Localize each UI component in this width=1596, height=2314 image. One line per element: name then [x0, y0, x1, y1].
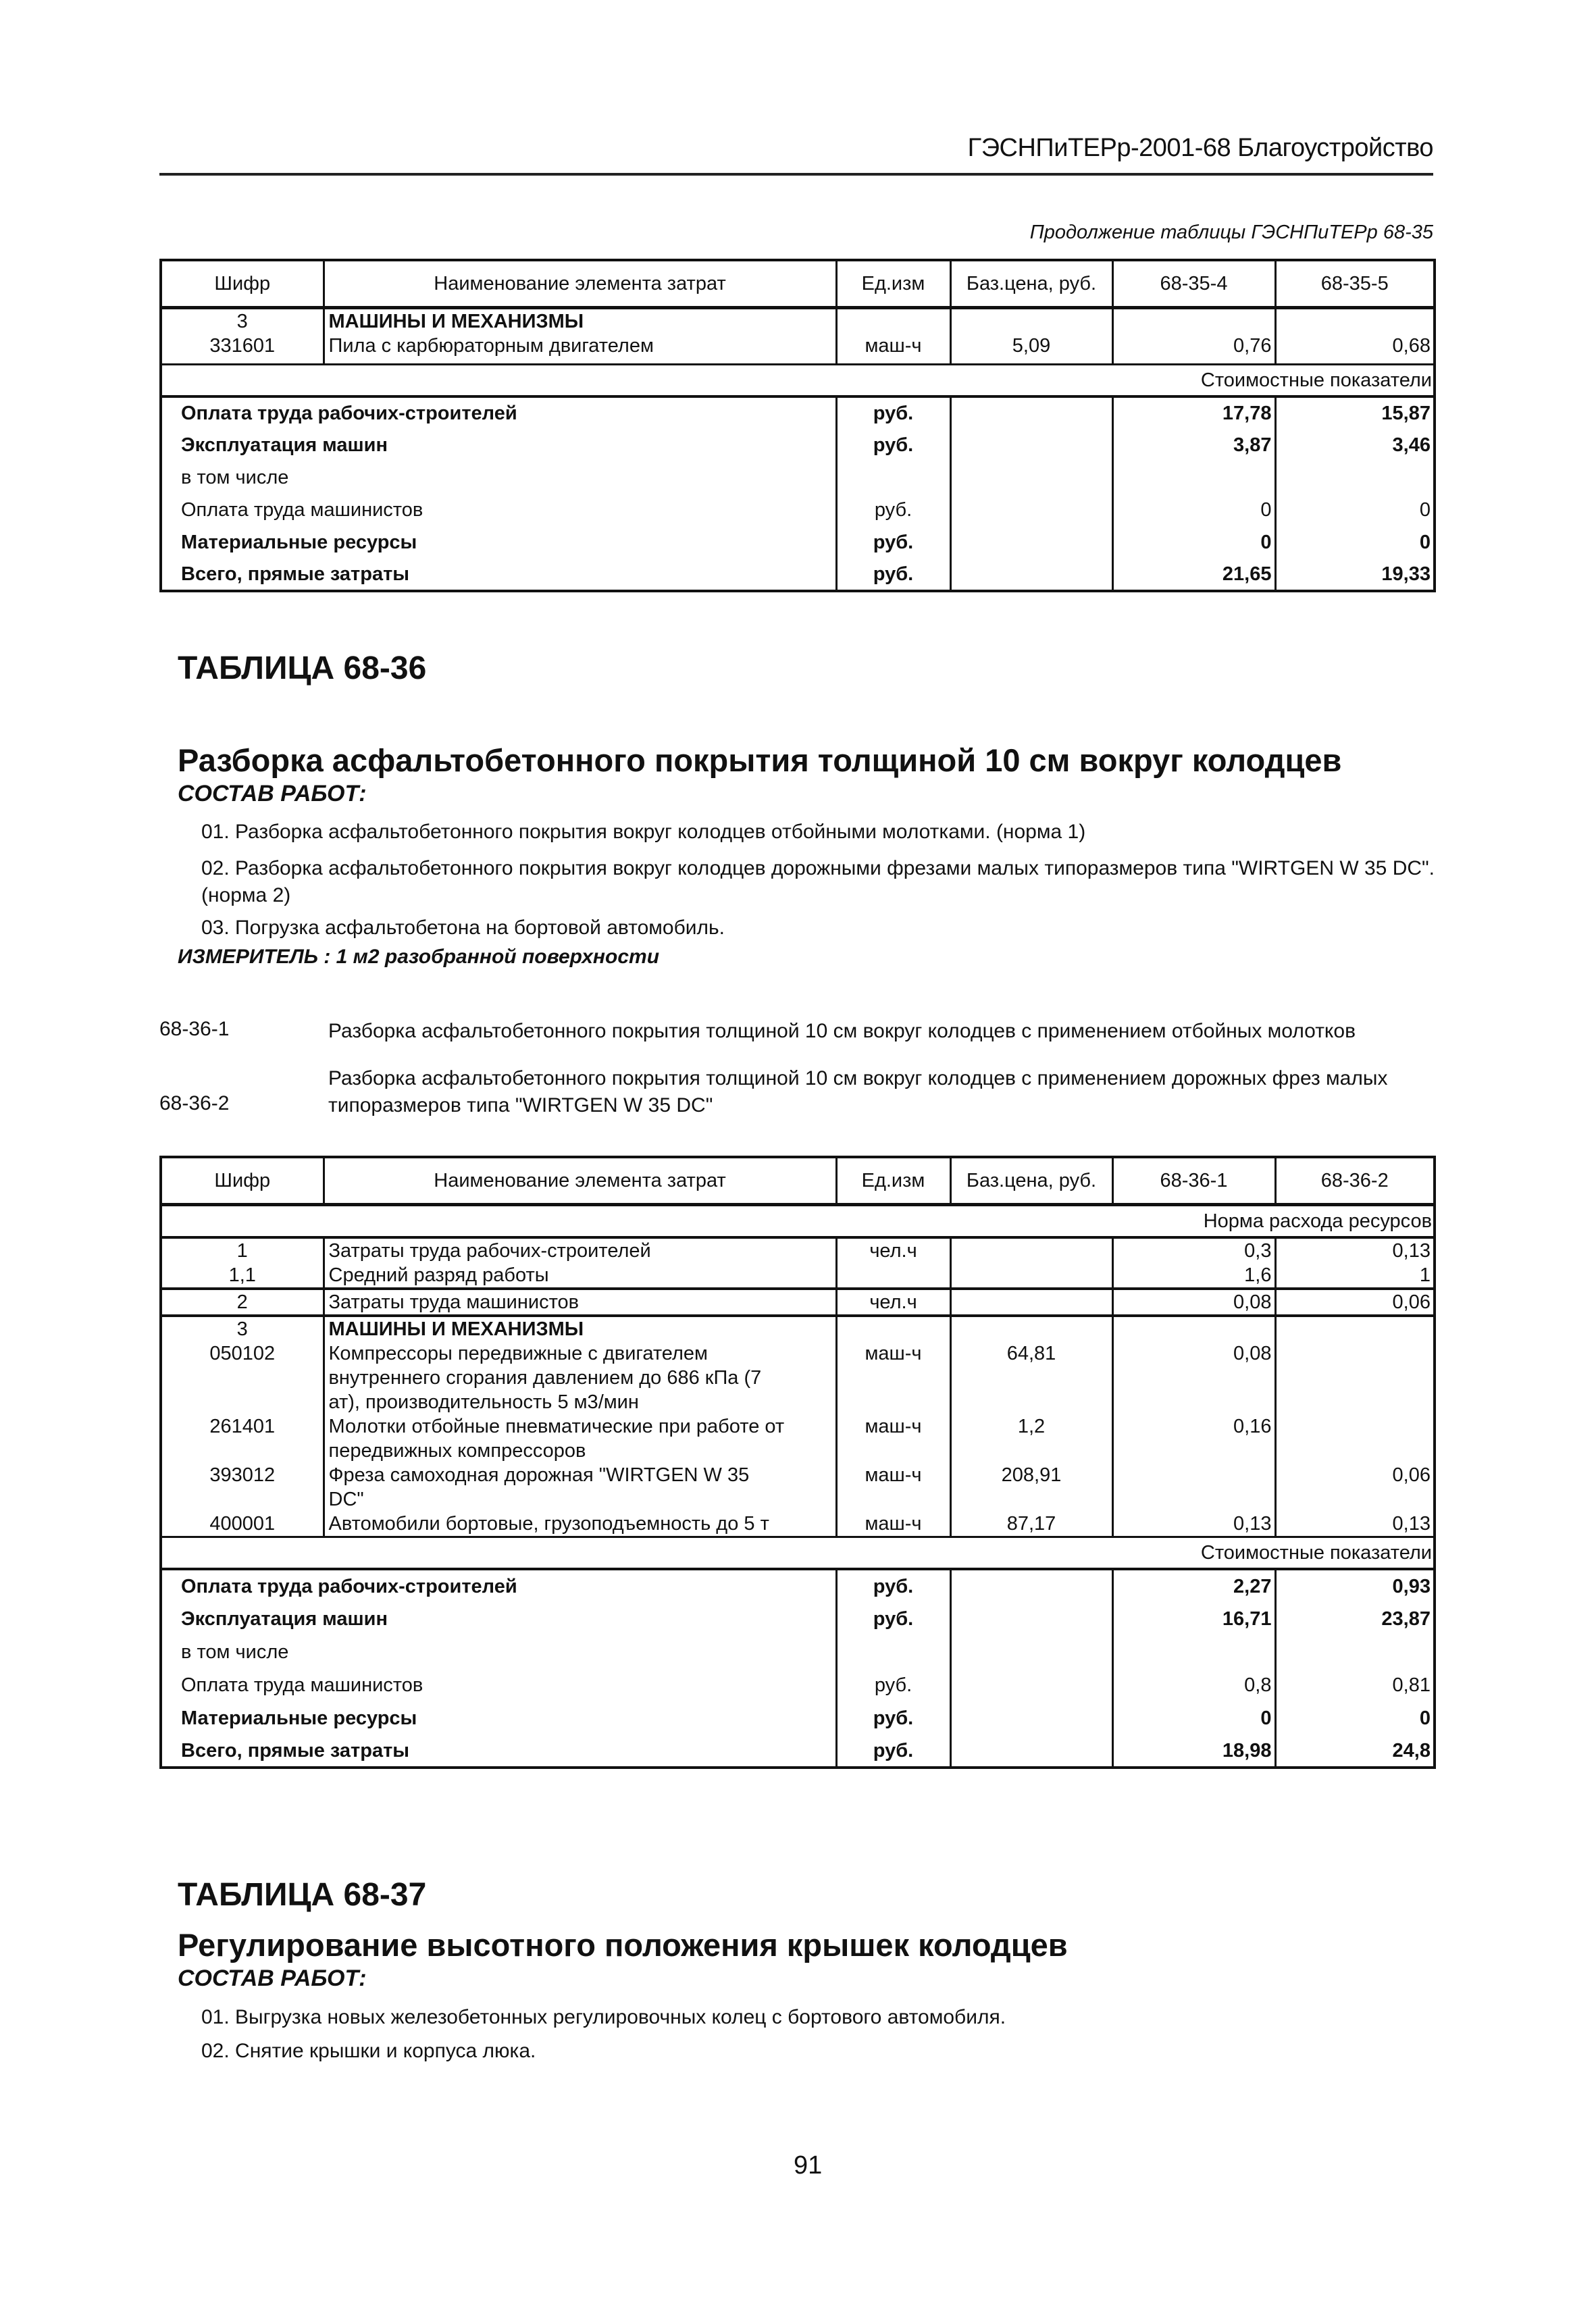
- value-col2: 0,68: [1275, 334, 1435, 365]
- column-header: Ед.изм: [836, 1157, 950, 1205]
- header-row: [161, 1157, 1435, 1205]
- column-header: Наименование элемента затрат: [324, 1157, 836, 1205]
- resource-code: 3: [161, 1316, 324, 1341]
- unit: маш-ч: [836, 1512, 950, 1537]
- cost-name: Оплата труда машинистов: [161, 494, 836, 526]
- cost-name: Всего, прямые затраты: [161, 559, 836, 591]
- cost-name: Материальные ресурсы: [161, 1701, 836, 1734]
- value-col2: 0,93: [1275, 1569, 1435, 1602]
- base-price-empty: [950, 494, 1112, 526]
- value-col2: 15,87: [1275, 396, 1435, 429]
- unit: руб.: [836, 1569, 950, 1602]
- value-col1: 18,98: [1112, 1734, 1275, 1768]
- unit: чел.ч: [836, 1237, 950, 1263]
- unit: маш-ч: [836, 334, 950, 365]
- resource-name: Пила с карбюраторным двигателем: [324, 334, 836, 365]
- header-row: [161, 260, 1435, 308]
- column-header: 68-36-2: [1275, 1157, 1435, 1205]
- unit: [836, 461, 950, 494]
- cost-name: Эксплуатация машин: [161, 429, 836, 461]
- band-row: [161, 1537, 1435, 1570]
- table-row: [161, 1512, 1435, 1537]
- resource-code: 393012: [161, 1463, 324, 1512]
- table-row: [161, 1341, 1435, 1414]
- section-heading-68-37: ТАБЛИЦА 68-37: [178, 1877, 427, 1913]
- base-price: [950, 1237, 1112, 1263]
- value-col2: 24,8: [1275, 1734, 1435, 1768]
- value-col2: [1275, 1635, 1435, 1668]
- unit: руб.: [836, 559, 950, 591]
- value-col1: 17,78: [1112, 396, 1275, 429]
- base-price-empty: [950, 1635, 1112, 1668]
- cost-row: [161, 1602, 1435, 1635]
- value-col2: [1275, 1341, 1435, 1414]
- cost-row: [161, 1734, 1435, 1768]
- norm-band-label: Норма расхода ресурсов: [161, 1205, 1435, 1238]
- value-col2: 0,81: [1275, 1668, 1435, 1701]
- cost-row: [161, 559, 1435, 591]
- cost-name: Оплата труда рабочих-строителей: [161, 396, 836, 429]
- unit: [836, 308, 950, 334]
- resource-name: Молотки отбойные пневматические при работе от передвижных компрессоров: [324, 1414, 836, 1463]
- value-col2: 23,87: [1275, 1602, 1435, 1635]
- column-header: 68-36-1: [1112, 1157, 1275, 1205]
- section-title-68-36: Разборка асфальтобетонного покрытия толщиной 10 см вокруг колодцев: [178, 742, 1342, 778]
- value-col2: 19,33: [1275, 559, 1435, 591]
- unit: [836, 1635, 950, 1668]
- resource-code: 050102: [161, 1341, 324, 1414]
- value-col2: 0: [1275, 1701, 1435, 1734]
- cost-name: Эксплуатация машин: [161, 1602, 836, 1635]
- cost-row: [161, 429, 1435, 461]
- base-price-empty: [950, 1701, 1112, 1734]
- cost-row: [161, 396, 1435, 429]
- value-col1: 0,8: [1112, 1668, 1275, 1701]
- resource-name: МАШИНЫ И МЕХАНИЗМЫ: [324, 1316, 836, 1341]
- table-row: [161, 308, 1435, 334]
- cost-row: [161, 1635, 1435, 1668]
- value-col2: [1275, 461, 1435, 494]
- base-price: 64,81: [950, 1341, 1112, 1414]
- column-header: Баз.цена, руб.: [950, 1157, 1112, 1205]
- resource-name: Компрессоры передвижные с двигателем внутреннего сгорания давлением до 686 кПа (7 ат), производительность 5 м3/мин: [324, 1341, 836, 1414]
- resource-name: Затраты труда машинистов: [324, 1289, 836, 1316]
- band-row: [161, 1205, 1435, 1238]
- composition-label: СОСТАВ РАБОТ:: [178, 1965, 367, 1991]
- value-col1: 3,87: [1112, 429, 1275, 461]
- unit: [836, 1263, 950, 1289]
- unit: руб.: [836, 1668, 950, 1701]
- base-price: 1,2: [950, 1414, 1112, 1463]
- norm-description: Разборка асфальтобетонного покрытия толщиной 10 см вокруг колодцев с применением дорожных фрез малых типоразмеров типа "WIRTGEN W 35 DC": [328, 1067, 1388, 1116]
- value-col2: 0: [1275, 526, 1435, 559]
- cost-name: Оплата труда машинистов: [161, 1668, 836, 1701]
- column-header: Шифр: [161, 1157, 324, 1205]
- column-header: Ед.изм: [836, 260, 950, 308]
- value-col2: 0,06: [1275, 1463, 1435, 1512]
- value-col1: 0,76: [1112, 334, 1275, 365]
- unit: руб.: [836, 1602, 950, 1635]
- cost-name: Всего, прямые затраты: [161, 1734, 836, 1768]
- base-price-empty: [950, 461, 1112, 494]
- value-col1: 0,13: [1112, 1512, 1275, 1537]
- value-col2: 0,13: [1275, 1237, 1435, 1263]
- running-title: ГЭСНПиТЕРр-2001-68 Благоустройство: [967, 134, 1433, 162]
- resource-code: 1: [161, 1237, 324, 1263]
- cost-name: в том числе: [161, 461, 836, 494]
- value-col1: 0,08: [1112, 1341, 1275, 1414]
- meter-label: ИЗМЕРИТЕЛЬ : 1 м2 разобранной поверхности: [178, 946, 660, 968]
- resource-name: Автомобили бортовые, грузоподъемность до 5 т: [324, 1512, 836, 1537]
- resource-name: Средний разряд работы: [324, 1263, 836, 1289]
- base-price: 87,17: [950, 1512, 1112, 1537]
- value-col2: 0: [1275, 494, 1435, 526]
- value-col1: 0: [1112, 1701, 1275, 1734]
- value-col1: [1112, 1316, 1275, 1341]
- cost-band-label: Стоимостные показатели: [161, 365, 1435, 397]
- unit: руб.: [836, 526, 950, 559]
- base-price: 5,09: [950, 334, 1112, 365]
- cost-name: Материальные ресурсы: [161, 526, 836, 559]
- column-header: Шифр: [161, 260, 324, 308]
- resource-name: МАШИНЫ И МЕХАНИЗМЫ: [324, 308, 836, 334]
- base-price: [950, 308, 1112, 334]
- value-col2: 1: [1275, 1263, 1435, 1289]
- base-price-empty: [950, 1569, 1112, 1602]
- resource-code: 400001: [161, 1512, 324, 1537]
- table-row: [161, 1316, 1435, 1341]
- value-col1: [1112, 308, 1275, 334]
- unit: руб.: [836, 494, 950, 526]
- table-68-36: [159, 1156, 1436, 1769]
- column-header: Наименование элемента затрат: [324, 260, 836, 308]
- table-row: [161, 1237, 1435, 1263]
- base-price-empty: [950, 396, 1112, 429]
- base-price-empty: [950, 429, 1112, 461]
- work-item: 02. Разборка асфальтобетонного покрытия вокруг колодцев дорожными фрезами малых типоразмеров типа "WIRTGEN W 35 DC". (норма 2): [201, 857, 1435, 906]
- table-row: [161, 1263, 1435, 1289]
- resource-code: 331601: [161, 334, 324, 365]
- value-col1: 0: [1112, 526, 1275, 559]
- unit: чел.ч: [836, 1289, 950, 1316]
- value-col1: [1112, 461, 1275, 494]
- base-price: 208,91: [950, 1463, 1112, 1512]
- norm-description: Разборка асфальтобетонного покрытия толщиной 10 см вокруг колодцев с применением отбойных молотков: [328, 1020, 1356, 1042]
- section-heading-68-36: ТАБЛИЦА 68-36: [178, 650, 427, 686]
- value-col2: [1275, 1414, 1435, 1463]
- resource-code: 2: [161, 1289, 324, 1316]
- value-col1: [1112, 1635, 1275, 1668]
- table-68-35-continued: [159, 259, 1436, 592]
- column-header: 68-35-5: [1275, 260, 1435, 308]
- composition-label: СОСТАВ РАБОТ:: [178, 781, 367, 806]
- table-row: [161, 1289, 1435, 1316]
- table-row: [161, 1463, 1435, 1512]
- value-col2: 0,13: [1275, 1512, 1435, 1537]
- value-col1: 16,71: [1112, 1602, 1275, 1635]
- unit: маш-ч: [836, 1463, 950, 1512]
- norm-code: 68-36-1: [159, 1018, 230, 1040]
- unit: руб.: [836, 1734, 950, 1768]
- base-price-empty: [950, 526, 1112, 559]
- unit: руб.: [836, 396, 950, 429]
- unit: [836, 1316, 950, 1341]
- work-item: 02. Снятие крышки и корпуса люка.: [201, 2040, 536, 2062]
- base-price-empty: [950, 1734, 1112, 1768]
- resource-name: Затраты труда рабочих-строителей: [324, 1237, 836, 1263]
- header-rule: [159, 173, 1433, 176]
- value-col1: 0,16: [1112, 1414, 1275, 1463]
- base-price: [950, 1263, 1112, 1289]
- page-number: 91: [794, 2151, 823, 2180]
- column-header: Баз.цена, руб.: [950, 260, 1112, 308]
- work-item: 03. Погрузка асфальтобетона на бортовой автомобиль.: [201, 917, 725, 939]
- cost-row: [161, 526, 1435, 559]
- cost-row: [161, 1569, 1435, 1602]
- resource-code: 3: [161, 308, 324, 334]
- cost-name: в том числе: [161, 1635, 836, 1668]
- norm-code: 68-36-2: [159, 1092, 230, 1114]
- table1-caption: Продолжение таблицы ГЭСНПиТЕРр 68-35: [1029, 222, 1433, 243]
- value-col1: 21,65: [1112, 559, 1275, 591]
- value-col2: 3,46: [1275, 429, 1435, 461]
- value-col1: 0: [1112, 494, 1275, 526]
- cost-row: [161, 461, 1435, 494]
- band-row: [161, 365, 1435, 397]
- cost-band-label: Стоимостные показатели: [161, 1537, 1435, 1570]
- value-col1: 1,6: [1112, 1263, 1275, 1289]
- value-col2: 0,06: [1275, 1289, 1435, 1316]
- unit: руб.: [836, 429, 950, 461]
- table-row: [161, 334, 1435, 365]
- resource-code: 1,1: [161, 1263, 324, 1289]
- unit: маш-ч: [836, 1414, 950, 1463]
- cost-row: [161, 494, 1435, 526]
- work-item: 01. Выгрузка новых железобетонных регулировочных колец с бортового автомобиля.: [201, 2006, 1006, 2028]
- base-price-empty: [950, 1668, 1112, 1701]
- base-price: [950, 1289, 1112, 1316]
- base-price-empty: [950, 1602, 1112, 1635]
- value-col1: 0,08: [1112, 1289, 1275, 1316]
- cost-name: Оплата труда рабочих-строителей: [161, 1569, 836, 1602]
- value-col2: [1275, 1316, 1435, 1341]
- base-price: [950, 1316, 1112, 1341]
- base-price-empty: [950, 559, 1112, 591]
- value-col1: 2,27: [1112, 1569, 1275, 1602]
- value-col1: [1112, 1463, 1275, 1512]
- resource-code: 261401: [161, 1414, 324, 1463]
- value-col1: 0,3: [1112, 1237, 1275, 1263]
- column-header: 68-35-4: [1112, 260, 1275, 308]
- cost-row: [161, 1701, 1435, 1734]
- section-title-68-37: Регулирование высотного положения крышек колодцев: [178, 1927, 1068, 1963]
- unit: маш-ч: [836, 1341, 950, 1414]
- work-item: 01. Разборка асфальтобетонного покрытия вокруг колодцев отбойными молотками. (норма 1): [201, 821, 1086, 843]
- unit: руб.: [836, 1701, 950, 1734]
- value-col2: [1275, 308, 1435, 334]
- table-row: [161, 1414, 1435, 1463]
- cost-row: [161, 1668, 1435, 1701]
- resource-name: Фреза самоходная дорожная "WIRTGEN W 35 DC": [324, 1463, 836, 1512]
